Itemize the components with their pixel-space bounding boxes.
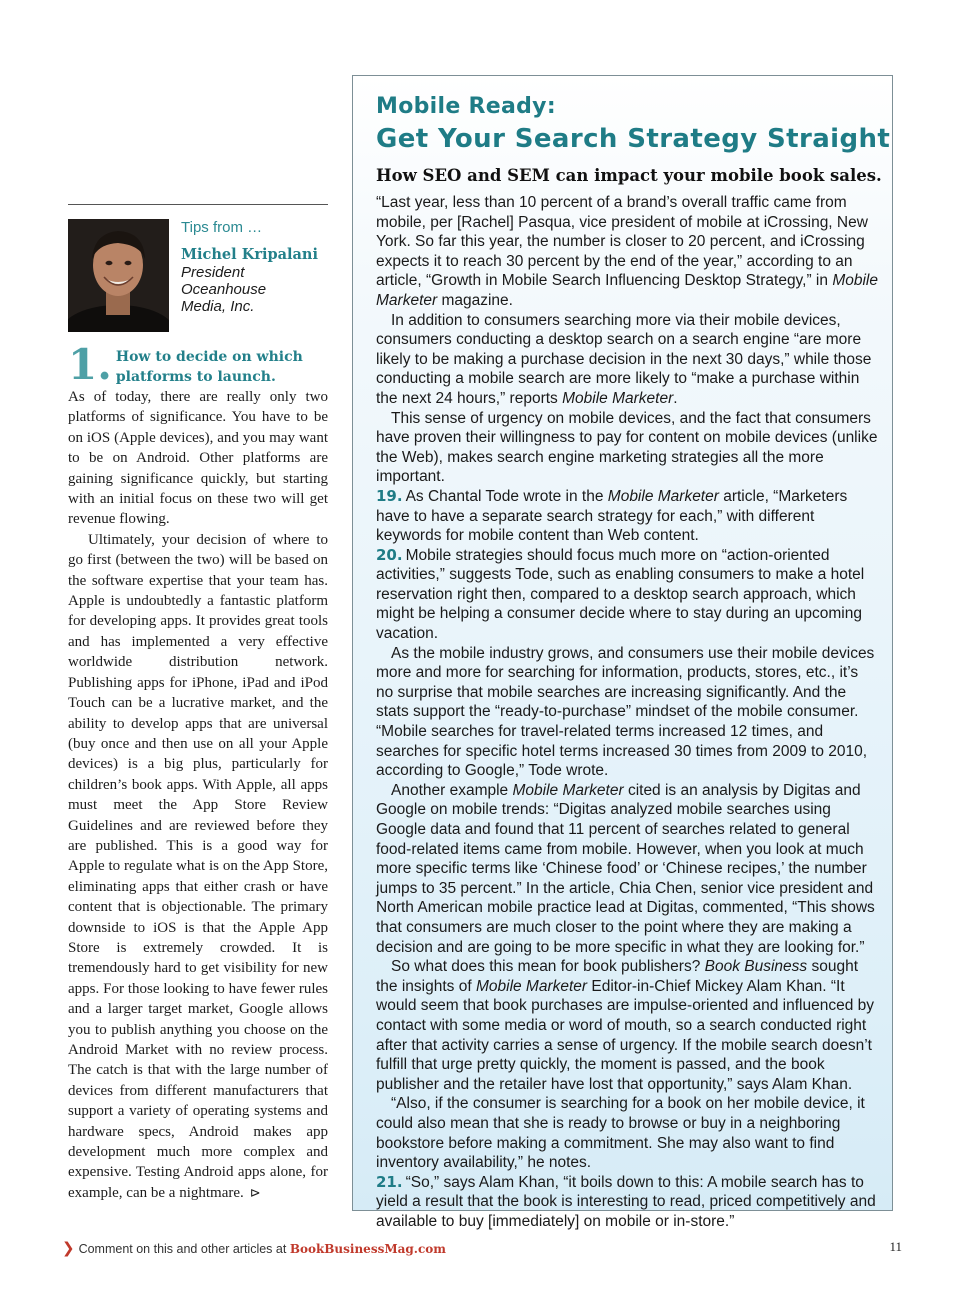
tips-column xyxy=(68,204,328,1204)
page-footer xyxy=(62,1239,902,1259)
publication-name: Mobile Marketer xyxy=(512,781,624,799)
sidebar-paragraph: 19. As Chantal Tode wrote in the Mobile Marketer article, “Marketers have to have a separate search strategy for each,” with different keywords for mobile content than Web content. xyxy=(376,486,848,545)
sidebar-paragraph: 20. Mobile strategies should focus much more on “action-oriented activities,” suggests Tode, such as enabling consumers to make a hotel reservation right then, compared to a desktop search approach, which might be helping a consumer decide where to stay during an upcoming vacation. xyxy=(376,545,865,643)
author-credits xyxy=(181,219,318,315)
author-portrait xyxy=(68,219,169,332)
sidebar-subhead: How SEO and SEM can impact your mobile book sales. xyxy=(376,166,882,185)
author-title: President xyxy=(181,264,245,281)
sidebar-paragraph: As the mobile industry grows, and consumers use their mobile devices more and more for searching for information, products, stores, etc., it’s no surprise that mobile searches are increasing significantly. And the stats support the “ready-to-purchase” mindset of the mobile consumer. “Mobile searches for travel-related terms increased 12 times, and searches for specific hotel terms increased 30 times from 2009 to 2010, according to Google,” Tode wrote. xyxy=(376,644,875,780)
tip-paragraph: As of today, there are really only two platforms of significance. You have to be on iOS (Apple devices), and you may want to be on Android. Other platforms are gaining significance quickly, but starting with an initial focus on these two will get revenue flowing. xyxy=(68,389,328,528)
author-name: Michel Kripalani xyxy=(181,246,318,263)
mobile-ready-sidebar xyxy=(352,75,893,1230)
publication-name: Mobile Marketer xyxy=(607,487,719,505)
tip-number-21: 21. xyxy=(376,1172,403,1191)
sidebar-kicker: Mobile Ready: xyxy=(376,94,556,119)
tip-number-19: 19. xyxy=(376,486,403,505)
publication-name: Mobile Marketer xyxy=(562,389,674,407)
chevron-right-icon: ❯ xyxy=(62,1240,75,1257)
sidebar-paragraph: So what does this mean for book publishers? Book Business sought the insights of Mobile Marketer Editor-in-Chief Mickey Alam Khan. “It would seem that book purchases are impulse-oriented and influenced by contact with some media or word of mouth, so a search conducted right after that activity carries a sense of urgency. If the mobile search doesn’t fulfill that urge pretty quickly, the moment is passed, and the book publisher and the retailer have lost that opportunity,” says Alam Khan. xyxy=(376,958,875,1093)
page-number: 11 xyxy=(889,1239,902,1254)
publication-name: Book Business xyxy=(704,958,808,976)
sidebar-paragraph: 21. “So,” says Alam Khan, “it boils down to this: A mobile search has to yield a result that the book is interesting to read, priced competitively and available to buy [immediately] on mobile or in-store.” xyxy=(376,1172,876,1230)
publication-name: Mobile Marketer xyxy=(376,272,878,309)
column-rule xyxy=(68,204,328,205)
tip-number-20: 20. xyxy=(376,545,403,564)
sidebar-headline: Get Your Search Strategy Straight xyxy=(376,124,891,154)
publication-name: Mobile Marketer xyxy=(475,977,588,995)
tip-paragraph-text: Ultimately, your decision of where to go first (between the two) will be based on the software expertise that your team has. Apple is undoubtedly a fantastic platform for developing apps. It provides great tools and has implemented a very effective worldwide distribution network. Publishing apps for iPhone, iPad and iPod Touch can be a lucrative market, and the ability to develop apps that are universal (buy once and then use on all your Apple devices) is a big plus, particularly for children’s book apps. With Apple, all apps must meet the App Store Review Guidelines and are reviewed before they are published. This is a good way for Apple to regulate what is on the App Store, eliminating apps that either crash or have content that is objectionable. The primary downside to iOS is that the Apple App Store is extremely crowded. It is tremendously hard to get visibility for new apps. For those looking to have fewer rules and a larger target market, Google allows you to publish anything you choose on the Android Market with no review process. The catch is that with the large number of devices from different manufacturers that support a variety of operating systems and hardware specs, Android makes app development much more complex and expensive. Testing Android apps alone, for example, can be a nightmare. xyxy=(68,531,328,1201)
tip-heading xyxy=(68,340,328,389)
sidebar-paragraph: In addition to consumers searching more via their mobile devices, consumers conducting a desktop search on a search engine “are more likely to be making a purchase decision in the next 30 days,” while those conducting a mobile search are more likely to “make a purchase within the next 24 hours,” reports Mobile Marketer. xyxy=(376,311,872,407)
continue-arrow-icon: ⊳ xyxy=(249,1185,261,1201)
sidebar-paragraph: “Last year, less than 10 percent of a brand’s overall traffic came from mobile, per [Rachel] Pasqua, vice president of mobile at iCrossing, New York. So far this year, the number is closer to 20 percent, and iCrossing expects it to reach 30 percent by the end of the year,” according to an article, “Growth in Mobile Search Influencing Desktop Strategy,” in Mobile Marketer magazine. xyxy=(376,194,878,309)
tip-paragraph xyxy=(68,530,328,1204)
tip-body xyxy=(68,387,328,1204)
author-profile xyxy=(68,219,328,332)
author-company-line1: Oceanhouse xyxy=(181,281,267,298)
sidebar-body xyxy=(376,193,878,1231)
tip-number: 1. xyxy=(68,340,112,389)
footer-site-link[interactable]: BookBusinessMag.com xyxy=(289,1242,446,1256)
footer-text: Comment on this and other articles at xyxy=(78,1242,287,1256)
tip-title: How to decide on which platforms to launch. xyxy=(115,349,303,385)
sidebar-paragraph: This sense of urgency on mobile devices, and the fact that consumers have proven their willingness to pay for content on mobile devices (unlike the Web), makes search engine marketing strategies all the more important. xyxy=(376,409,878,486)
tips-from-label: Tips from … xyxy=(181,219,263,236)
sidebar-paragraph: Another example Mobile Marketer cited is an analysis by Digitas and Google on mobile trends: “Digitas analyzed mobile searches using Google data and found that 11 percent of searches related to general food-related items came from mobile. However, when you look at much more specific terms like ‘Chinese food’ or ‘Chinese recipes,’ the number jumps to 35 percent.” In the article, Chia Chen, senior vice president and North American mobile practice lead at Digitas, commented, “This shows that consumers are much closer to the point where they are making a decision and are going to be more specific in what they are looking for.” xyxy=(376,781,875,956)
sidebar-paragraph: “Also, if the consumer is searching for a book on her mobile device, it could also mean that she is ready to browse or buy in a neighboring bookstore before making a commitment. She may also want to find inventory availability,” he notes. xyxy=(376,1095,865,1172)
author-company-line2: Media, Inc. xyxy=(181,298,255,315)
